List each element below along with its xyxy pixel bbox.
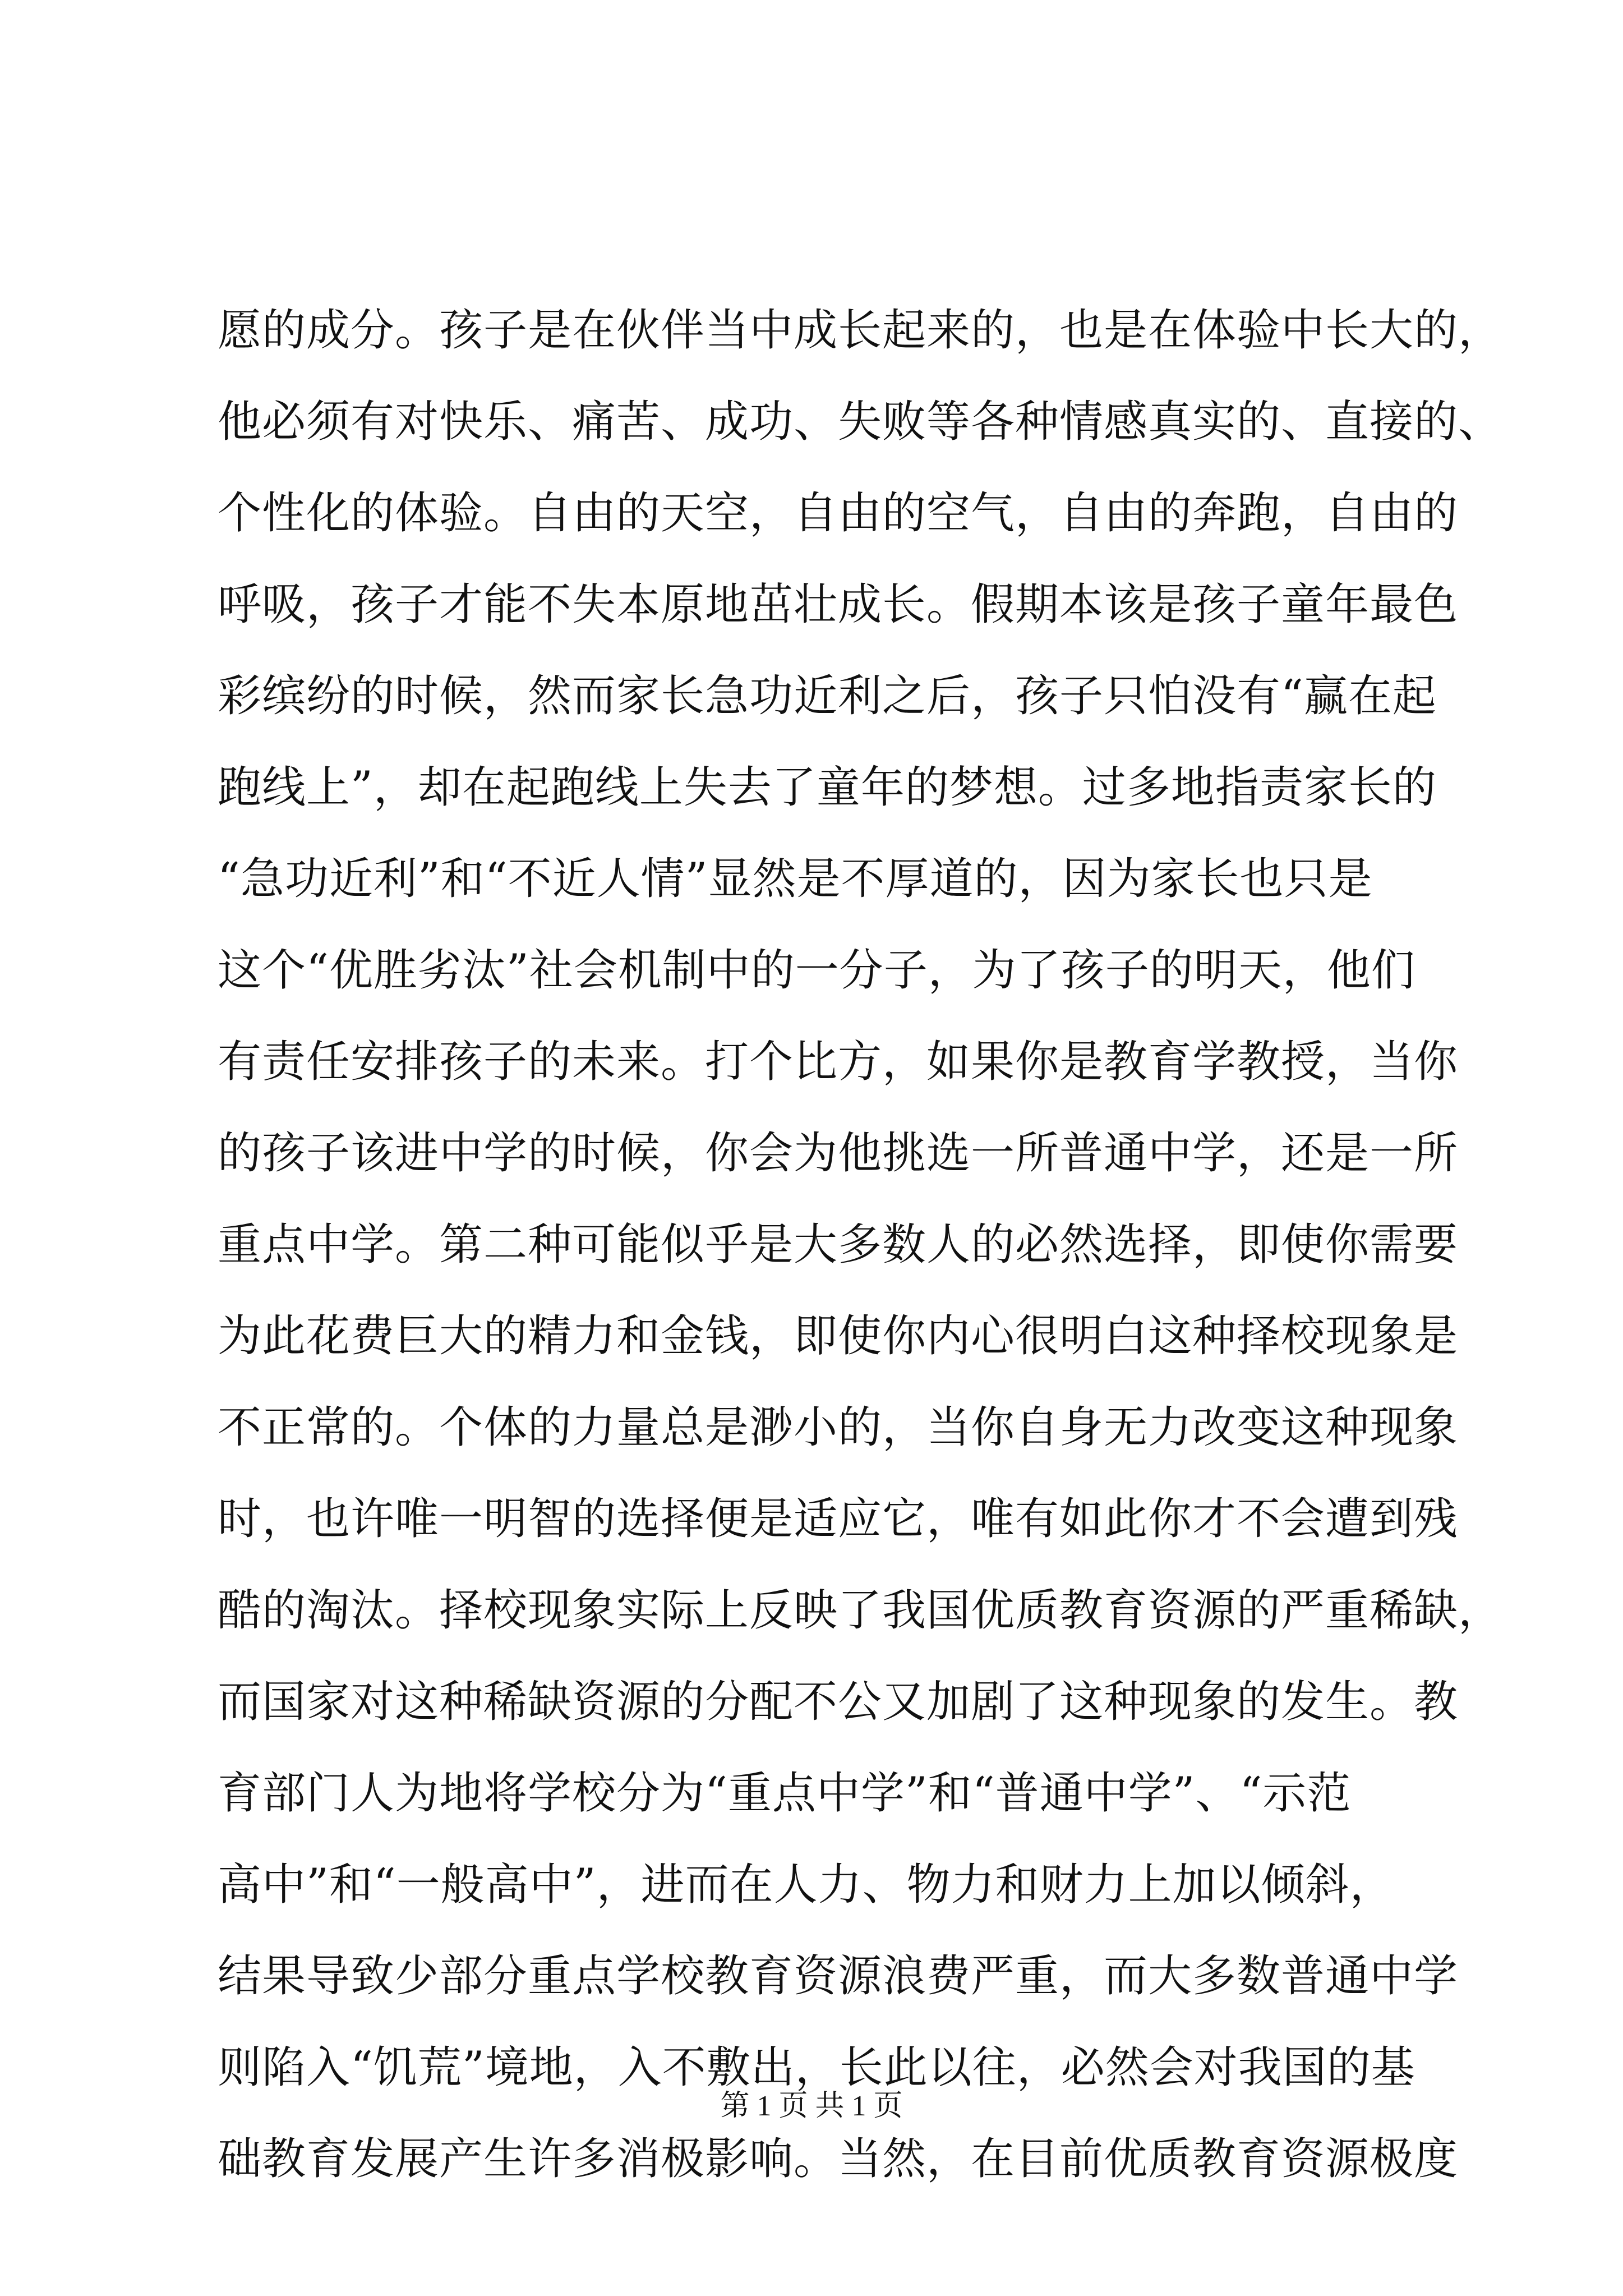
text-line: 酷的淘汰。择校现象实际上反映了我国优质教育资源的严重稀缺， <box>218 1585 1503 1636</box>
page-footer <box>0 2087 1623 2126</box>
text-line: 跑线上”，却在起跑线上失去了童年的梦想。过多地指责家长的 <box>218 762 1437 813</box>
text-line: 呼吸，孩子才能不失本原地茁壮成长。假期本该是孩子童年最色 <box>218 579 1459 630</box>
text-line: 个性化的体验。自由的天空，自由的空气，自由的奔跑，自由的 <box>218 488 1459 539</box>
text-line: 而国家对这种稀缺资源的分配不公又加剧了这种现象的发生。教 <box>218 1677 1459 1727</box>
text-line: 为此花费巨大的精力和金钱，即使你内心很明白这种择校现象是 <box>218 1311 1459 1361</box>
text-line: 的孩子该进中学的时候，你会为他挑选一所普通中学，还是一所 <box>218 1128 1459 1179</box>
text-line: “急功近利”和“不近人情”显然是不厚道的，因为家长也只是 <box>218 854 1373 904</box>
text-line: 则陷入“饥荒”境地，入不敷出，长此以往，必然会对我国的基 <box>218 2042 1415 2093</box>
text-line: 高中”和“一般高中”，进而在人力、物力和财力上加以倾斜， <box>218 1860 1394 1910</box>
text-line: 础教育发展产生许多消极影响。当然，在目前优质教育资源极度 <box>218 2134 1459 2184</box>
body-text <box>218 296 1503 2216</box>
text-line: 这个“优胜劣汰”社会机制中的一分子，为了孩子的明天，他们 <box>218 945 1415 996</box>
text-line: 彩缤纷的时候，然而家长急功近利之后，孩子只怕没有“赢在起 <box>218 671 1437 721</box>
page-number-label: 第 1 页 共 1 页 <box>720 2090 903 2122</box>
text-line: 育部门人为地将学校分为“重点中学”和“普通中学”、“示范 <box>218 1768 1352 1819</box>
text-line: 重点中学。第二种可能似乎是大多数人的必然选择，即使你需要 <box>218 1220 1459 1270</box>
text-line: 时，也许唯一明智的选择便是适应它，唯有如此你才不会遭到残 <box>218 1494 1459 1544</box>
text-line: 愿的成分。孩子是在伙伴当中成长起来的，也是在体验中长大的， <box>218 305 1503 356</box>
text-line: 结果导致少部分重点学校教育资源浪费严重，而大多数普通中学 <box>218 1951 1459 2001</box>
text-line: 不正常的。个体的力量总是渺小的，当你自身无力改变这种现象 <box>218 1402 1459 1453</box>
text-line: 他必须有对快乐、痛苦、成功、失败等各种情感真实的、直接的、 <box>218 397 1503 447</box>
text-line: 有责任安排孩子的未来。打个比方，如果你是教育学教授，当你 <box>218 1037 1459 1087</box>
